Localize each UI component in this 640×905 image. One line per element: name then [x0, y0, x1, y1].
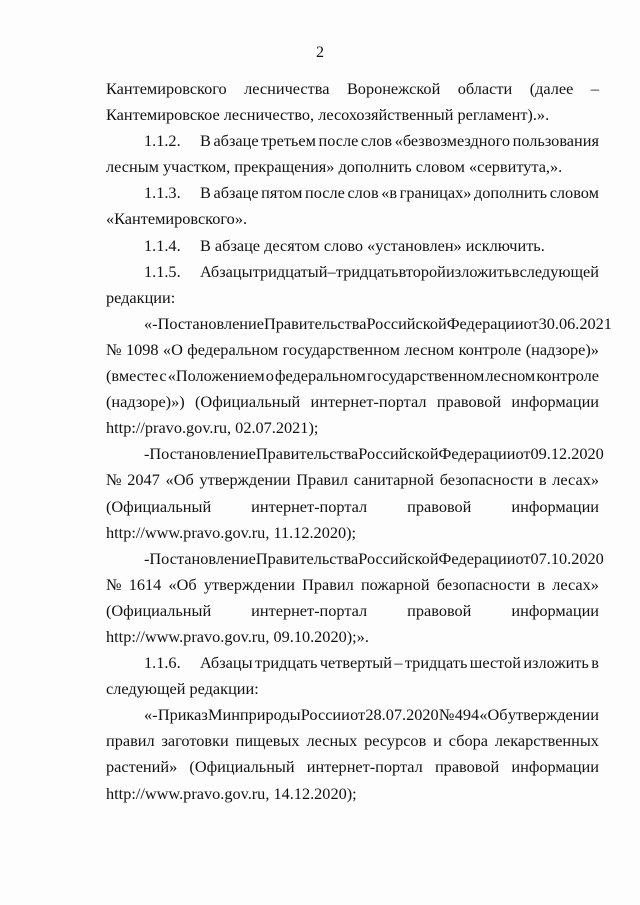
- text-line: [200, 650, 599, 676]
- word: Постановление: [157, 313, 264, 333]
- word: 494: [454, 705, 480, 725]
- word: Постановление: [149, 444, 256, 464]
- word: границах»: [399, 183, 472, 203]
- word: пользования: [512, 131, 599, 151]
- word: Федерации: [438, 444, 516, 464]
- word: дополнить: [473, 183, 548, 203]
- word: лесном: [404, 339, 455, 359]
- text-line: лесным участком, прекращения» дополнить словом «сервитута,».: [106, 157, 563, 177]
- word: Правительства: [255, 548, 359, 568]
- text-line: http://www.pravo.gov.ru, 14.12.2020);: [106, 783, 357, 803]
- word: с: [159, 366, 167, 386]
- word: №: [106, 470, 122, 490]
- word: ресурсов: [364, 731, 427, 751]
- word: изложить: [523, 653, 589, 673]
- word: в: [537, 574, 546, 594]
- text-line: http://www.pravo.gov.ru, 09.10.2020);».: [106, 626, 369, 646]
- paragraph-number: 1.1.5.: [144, 261, 181, 281]
- word: Правительства: [263, 313, 367, 333]
- word: Правительства: [255, 444, 359, 464]
- word: лесах»: [552, 574, 599, 594]
- word: «безвозмездного: [394, 131, 511, 151]
- paragraph-number: 1.1.3.: [144, 183, 181, 203]
- word: от: [515, 548, 531, 568]
- word: 2047: [127, 470, 160, 490]
- page-number: 2: [316, 44, 324, 61]
- text-line: В абзаце десятом слово «установлен» исключить.: [200, 235, 545, 255]
- text-line: [200, 180, 599, 206]
- word: слов: [347, 183, 379, 203]
- word: информации: [511, 496, 599, 516]
- word: –: [394, 653, 403, 673]
- word: четвертый: [319, 653, 392, 673]
- word: утверждении: [203, 574, 295, 594]
- word: в: [511, 261, 520, 281]
- word: сбора: [448, 731, 488, 751]
- word: №: [438, 705, 455, 725]
- word: санитарной: [353, 470, 434, 490]
- word: после: [305, 183, 345, 203]
- text-line: [106, 598, 599, 624]
- word: контроле: [458, 339, 522, 359]
- word: о: [265, 366, 274, 386]
- text-line: [106, 311, 612, 337]
- word: «О: [162, 339, 183, 359]
- word: лесном: [485, 366, 536, 386]
- word: Приказ: [157, 705, 208, 725]
- text-line: [106, 337, 599, 363]
- word: (Официальный: [195, 392, 301, 412]
- word: в: [591, 653, 599, 673]
- word: «Положением: [167, 366, 265, 386]
- paragraph-1-1-2: [106, 128, 599, 154]
- word: заготовки: [161, 731, 229, 751]
- word: (далее: [529, 79, 574, 98]
- word: от: [515, 444, 531, 464]
- paragraph-number: 1.1.2.: [144, 131, 181, 151]
- word: от: [523, 313, 539, 333]
- word: шестой: [469, 653, 521, 673]
- word: и: [433, 731, 442, 751]
- word: Воронежской: [346, 79, 441, 98]
- word: 1614: [128, 574, 162, 594]
- word: интернет-портал: [251, 600, 368, 620]
- word: В: [200, 183, 211, 203]
- paragraph-1-1-6: [106, 650, 599, 676]
- word: области: [457, 79, 513, 98]
- word: (Официальный: [106, 600, 212, 620]
- word: правил: [106, 731, 155, 751]
- word: «-: [144, 313, 158, 333]
- text-line: Кантемировское лесничество, лесохозяйственный регламент).».: [106, 105, 550, 125]
- word: Кантемировского: [106, 79, 227, 98]
- word: (Официальный: [189, 757, 295, 777]
- word: №: [106, 574, 122, 594]
- text-line: [200, 259, 599, 285]
- text-line: [106, 702, 599, 728]
- word: безопасности: [436, 574, 531, 594]
- word: -: [144, 548, 150, 568]
- word: –: [327, 261, 336, 281]
- word: Минприроды: [208, 705, 301, 725]
- text-line: [200, 128, 599, 154]
- word: Российской: [358, 548, 439, 568]
- word: тридцать: [404, 653, 468, 673]
- word: лесничества: [244, 79, 330, 98]
- word: «в: [381, 183, 398, 203]
- word: России: [300, 705, 350, 725]
- word: -: [144, 444, 150, 464]
- word: в: [538, 470, 547, 490]
- word: тридцать: [254, 653, 318, 673]
- text-line: http://pravo.gov.ru, 02.07.2021);: [106, 418, 319, 438]
- text-line: http://www.pravo.gov.ru, 11.12.2020);: [106, 522, 357, 542]
- text-line: [106, 572, 599, 598]
- paragraph-1-1-3: [106, 180, 599, 206]
- word: безопасности: [439, 470, 534, 490]
- word: 1098: [125, 339, 159, 359]
- word: от: [350, 705, 366, 725]
- word: растений»: [106, 757, 178, 777]
- word: лекарственных: [494, 731, 599, 751]
- word: Федерации: [438, 548, 516, 568]
- word: Абзацы: [200, 261, 253, 281]
- word: федеральном: [187, 339, 279, 359]
- word: контроле: [536, 366, 599, 386]
- word: (вместе: [106, 366, 159, 386]
- word: правовой: [436, 392, 502, 412]
- word: Правил: [296, 470, 348, 490]
- paragraph-number: 1.1.6.: [144, 653, 181, 673]
- word: информации: [511, 392, 599, 412]
- word: правовой: [407, 600, 472, 620]
- word: утверждении: [507, 705, 599, 725]
- word: Федерации: [446, 313, 524, 333]
- word: 28.07.2020: [365, 705, 439, 725]
- word: 09.12.2020: [530, 444, 604, 464]
- word: (надзоре)»): [106, 392, 185, 412]
- text-line: «Кантемировского».: [106, 209, 248, 229]
- word: правовой: [407, 496, 472, 516]
- word: третьем: [261, 131, 316, 151]
- word: (Официальный: [106, 496, 212, 516]
- word: слов: [360, 131, 393, 151]
- paragraph-1-1-5: [106, 259, 599, 285]
- word: словом: [549, 183, 599, 203]
- text-line: [106, 494, 599, 520]
- word: абзаце: [213, 183, 259, 203]
- word: интернет-портал: [310, 392, 427, 412]
- word: Российской: [366, 313, 447, 333]
- word: (надзоре)»: [525, 339, 599, 359]
- word: 07.10.2020: [530, 548, 604, 568]
- word: Абзацы: [200, 653, 253, 673]
- word: государственном: [282, 339, 400, 359]
- word: информации: [511, 757, 599, 777]
- paragraph-number: 1.1.4.: [144, 235, 181, 255]
- word: Российской: [358, 444, 439, 464]
- word: пожарной: [360, 574, 430, 594]
- word: после: [318, 131, 359, 151]
- word: интернет-портал: [251, 496, 368, 516]
- word: тридцатый: [252, 261, 328, 281]
- word: абзаце: [213, 131, 259, 151]
- text-line: [106, 363, 599, 389]
- word: утверждении: [199, 470, 291, 490]
- word: государственном: [367, 366, 485, 386]
- word: Постановление: [149, 548, 256, 568]
- text-line: [106, 389, 599, 415]
- text-line: следующей редакции:: [106, 679, 259, 699]
- text-line: [106, 728, 599, 754]
- text-line: [106, 546, 604, 572]
- text-line: редакции:: [106, 287, 176, 307]
- word: «Об: [165, 470, 194, 490]
- text-line: [106, 441, 604, 467]
- word: второй: [398, 261, 446, 281]
- word: 30.06.2021: [538, 313, 612, 333]
- word: –: [590, 79, 599, 98]
- word: В: [200, 131, 211, 151]
- word: «-: [144, 705, 158, 725]
- word: лесах»: [552, 470, 599, 490]
- word: интернет-портал: [306, 757, 423, 777]
- text-line: [106, 754, 599, 780]
- word: информации: [511, 600, 599, 620]
- word: следующей: [519, 261, 599, 281]
- word: «Об: [168, 574, 197, 594]
- word: тридцать: [335, 261, 399, 281]
- text-line: [106, 76, 599, 102]
- word: «Об: [479, 705, 508, 725]
- word: федеральном: [274, 366, 366, 386]
- word: пятом: [261, 183, 303, 203]
- document-body: [106, 76, 612, 807]
- paragraph-1-1-4: [106, 233, 599, 259]
- word: пищевых: [235, 731, 300, 751]
- word: лесных: [306, 731, 358, 751]
- word: №: [106, 339, 122, 359]
- text-line: [106, 467, 599, 493]
- word: изложить: [446, 261, 512, 281]
- word: правовой: [434, 757, 500, 777]
- word: Правил: [302, 574, 354, 594]
